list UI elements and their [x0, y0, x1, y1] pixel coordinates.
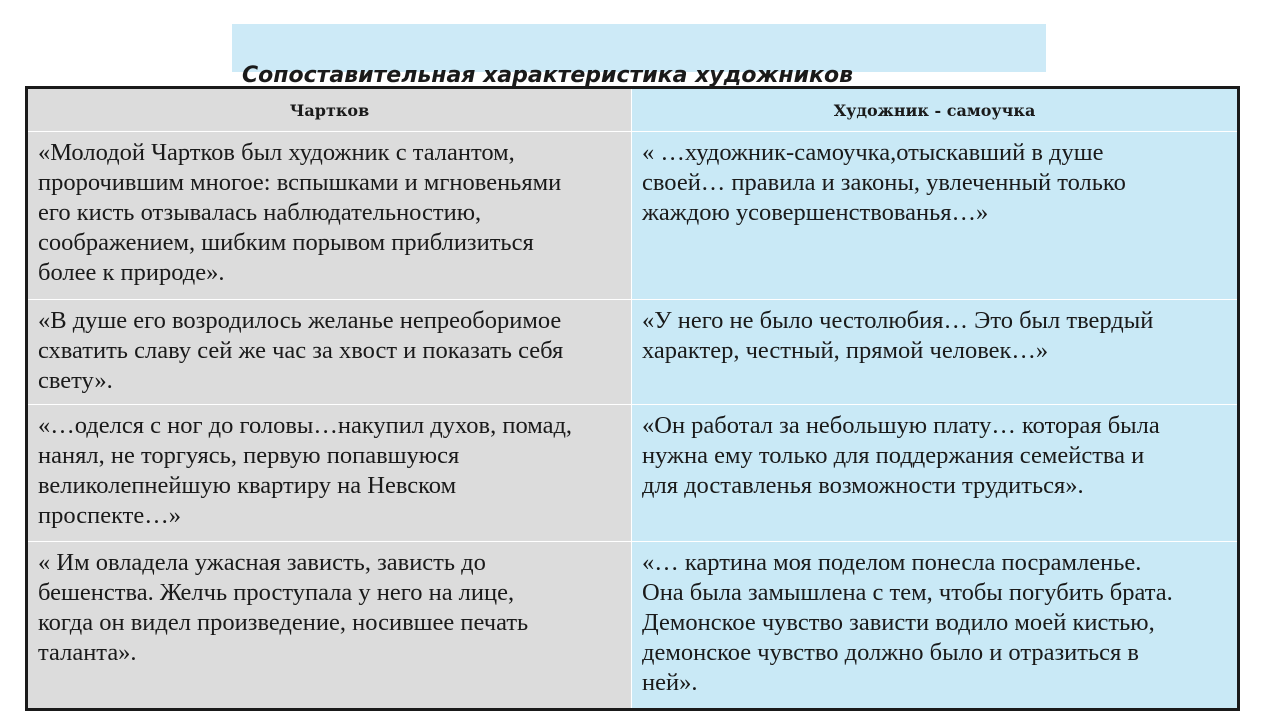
cell-text: «В душе его возродилось желанье непреоборимое схватить славу сей же час за хвост и показать себя свету». — [38, 307, 564, 394]
table-row — [27, 132, 1239, 300]
comparison-table — [25, 86, 1240, 711]
column-header-self-taught: Художник - самоучка — [632, 88, 1239, 132]
table-cell — [632, 405, 1239, 542]
column-header-chartkov: Чартков — [27, 88, 632, 132]
table-cell — [632, 132, 1239, 300]
table-cell — [27, 405, 632, 542]
table-cell — [27, 132, 632, 300]
table-cell — [632, 300, 1239, 405]
table-row — [27, 300, 1239, 405]
table-row — [27, 542, 1239, 710]
cell-text: «… картина моя поделом понесла посрамленье. Она была замышлена с тем, чтобы погубить брата. Демонское чувство зависти водило моей кистью, демонское чувство должно было и отразиться в ней». — [642, 549, 1173, 696]
cell-text: « …художник-самоучка,отыскавший в душе своей… правила и законы, увлеченный только жаждою усовершенствованья…» — [642, 139, 1126, 226]
table-cell — [27, 542, 632, 710]
cell-text: «…оделся с ног до головы…накупил духов, помад, нанял, не торгуясь, первую попавшуюся великолепнейшую квартиру на Невском проспекте…» — [38, 412, 573, 529]
table-cell — [632, 542, 1239, 710]
table-row — [27, 405, 1239, 542]
table-header-row — [27, 88, 1239, 132]
cell-text: «Он работал за небольшую плату… которая была нужна ему только для поддержания семейства и для доставленья возможности трудиться». — [642, 412, 1160, 499]
page-title: Сопоставительная характеристика художников — [242, 63, 854, 88]
table-cell — [27, 300, 632, 405]
cell-text: « Им овладела ужасная зависть, зависть до бешенства. Желчь проступала у него на лице, когда он видел произведение, носившее печать таланта». — [38, 549, 529, 666]
cell-text: «Молодой Чартков был художник с талантом, пророчившим многое: вспышками и мгновеньями его кисть отзывалась наблюдательностию, соображением, шибким порывом приблизиться более к природе». — [38, 139, 562, 286]
cell-text: «У него не было честолюбия… Это был твердый характер, честный, прямой человек…» — [642, 307, 1154, 364]
